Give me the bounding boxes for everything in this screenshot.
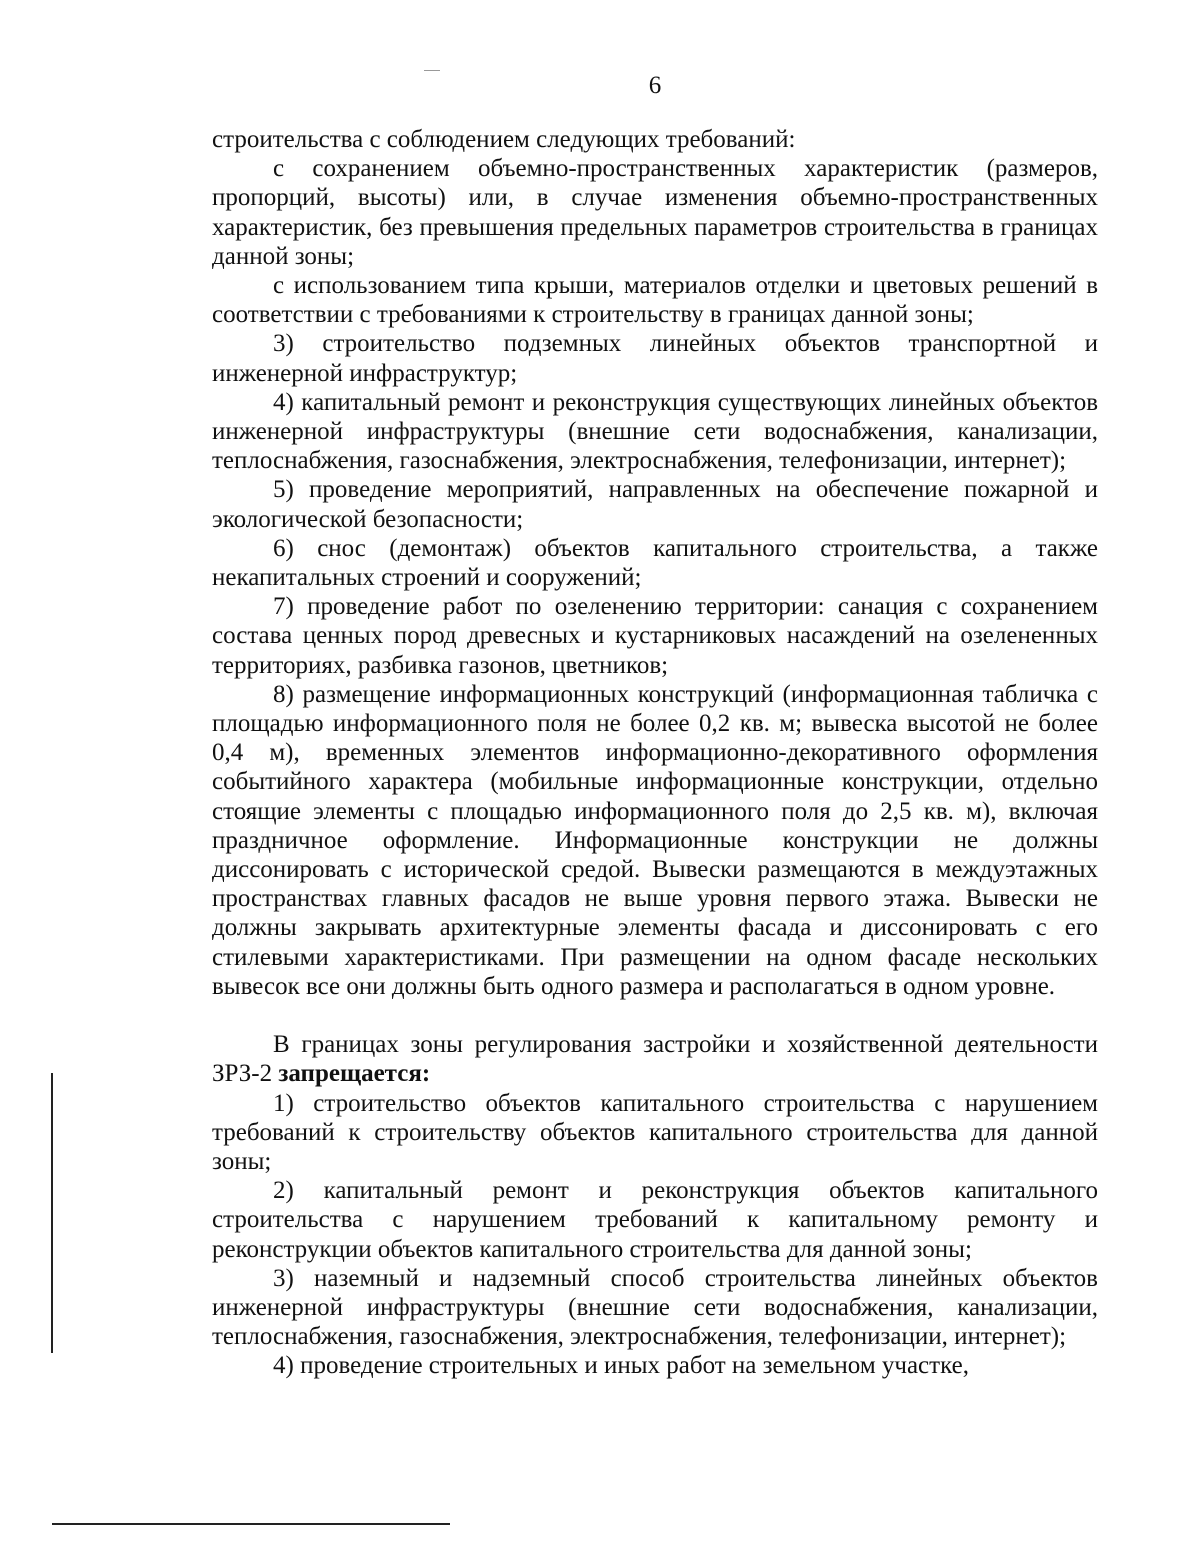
page-number: 6 (648, 72, 662, 99)
section-heading-prohibited (212, 1030, 1098, 1088)
list-item-8: 8) размещение информационных конструкций (информационная табличка с площадью информационного поля не более 0,2 кв. м; вывеска высотой не более 0,4 м), временных элементов информационно-декоративного оформления событийного характера (мобильные информационные конструкции, отдельно стоящие элементы с площадью информационного поля до 2,5 кв. м), включая праздничное оформление. Информационные конструкции не должны диссонировать с исторической средой. Вывески размещаются в междуэтажных пространствах главных фасадов не выше уровня первого этажа. Вывески не должны закрывать архитектурные элементы фасада и диссонировать с его стилевыми характеристиками. При размещении на одном фасаде нескольких вывесок все они должны быть одного размера и располагаться в одном уровне. (212, 680, 1098, 1000)
margin-mark-line (51, 1073, 53, 1353)
paragraph-continuation: строительства с соблюдением следующих требований: (212, 126, 796, 153)
paragraph-roof-requirement: с использованием типа крыши, материалов отделки и цветовых решений в соответствии с требованиями к строительству в границах данной зоны; (212, 272, 1098, 329)
list-item-4: 4) капитальный ремонт и реконструкция существующих линейных объектов инженерной инфраструктуры (внешние сети водоснабжения, канализации, теплоснабжения, газоснабжения, электроснабжения, телефонизации, интернет); (212, 388, 1098, 475)
list-item-6: 6) снос (демонтаж) объектов капитального строительства, а также некапитальных строений и сооружений; (212, 534, 1098, 592)
list-item-3: 3) строительство подземных линейных объектов транспортной и инженерной инфраструктур; (212, 330, 1098, 387)
paragraph-volume-requirement: с сохранением объемно-пространственных характеристик (размеров, пропорций, высоты) или, в случае изменения объемно-пространственных характеристик, без превышения предельных параметров строительства в границах данной зоны; (212, 155, 1098, 270)
section-heading-bold: запрещается: (278, 1060, 431, 1088)
prohibited-item-2: 2) капитальный ремонт и реконструкция объектов капитального строительства с нарушением требований к капитальному ремонту и реконструкции объектов капитального строительства для данной зоны; (212, 1177, 1098, 1263)
footnote-rule (52, 1523, 450, 1525)
list-item-7: 7) проведение работ по озеленению территории: санация с сохранением состава ценных пород древесных и кустарниковых насаждений на озелененных территориях, разбивка газонов, цветников; (212, 593, 1098, 679)
section-heading-lead: В границах зоны регулирования застройки и хозяйственной деятельности ЗРЗ-2 (212, 1031, 1098, 1088)
scan-artifact-dot (424, 70, 440, 71)
document-body (212, 125, 1098, 1381)
prohibited-item-4: 4) проведение строительных и иных работ на земельном участке, (273, 1352, 969, 1380)
list-item-5: 5) проведение мероприятий, направленных на обеспечение пожарной и экологической безопасности; (212, 476, 1098, 533)
prohibited-item-3: 3) наземный и надземный способ строительства линейных объектов инженерной инфраструктуры (внешние сети водоснабжения, канализации, теплоснабжения, газоснабжения, электроснабжения, телефонизации, интернет); (212, 1264, 1098, 1351)
prohibited-item-1: 1) строительство объектов капитального строительства с нарушением требований к строительству объектов капитального строительства для данной зоны; (212, 1089, 1098, 1175)
